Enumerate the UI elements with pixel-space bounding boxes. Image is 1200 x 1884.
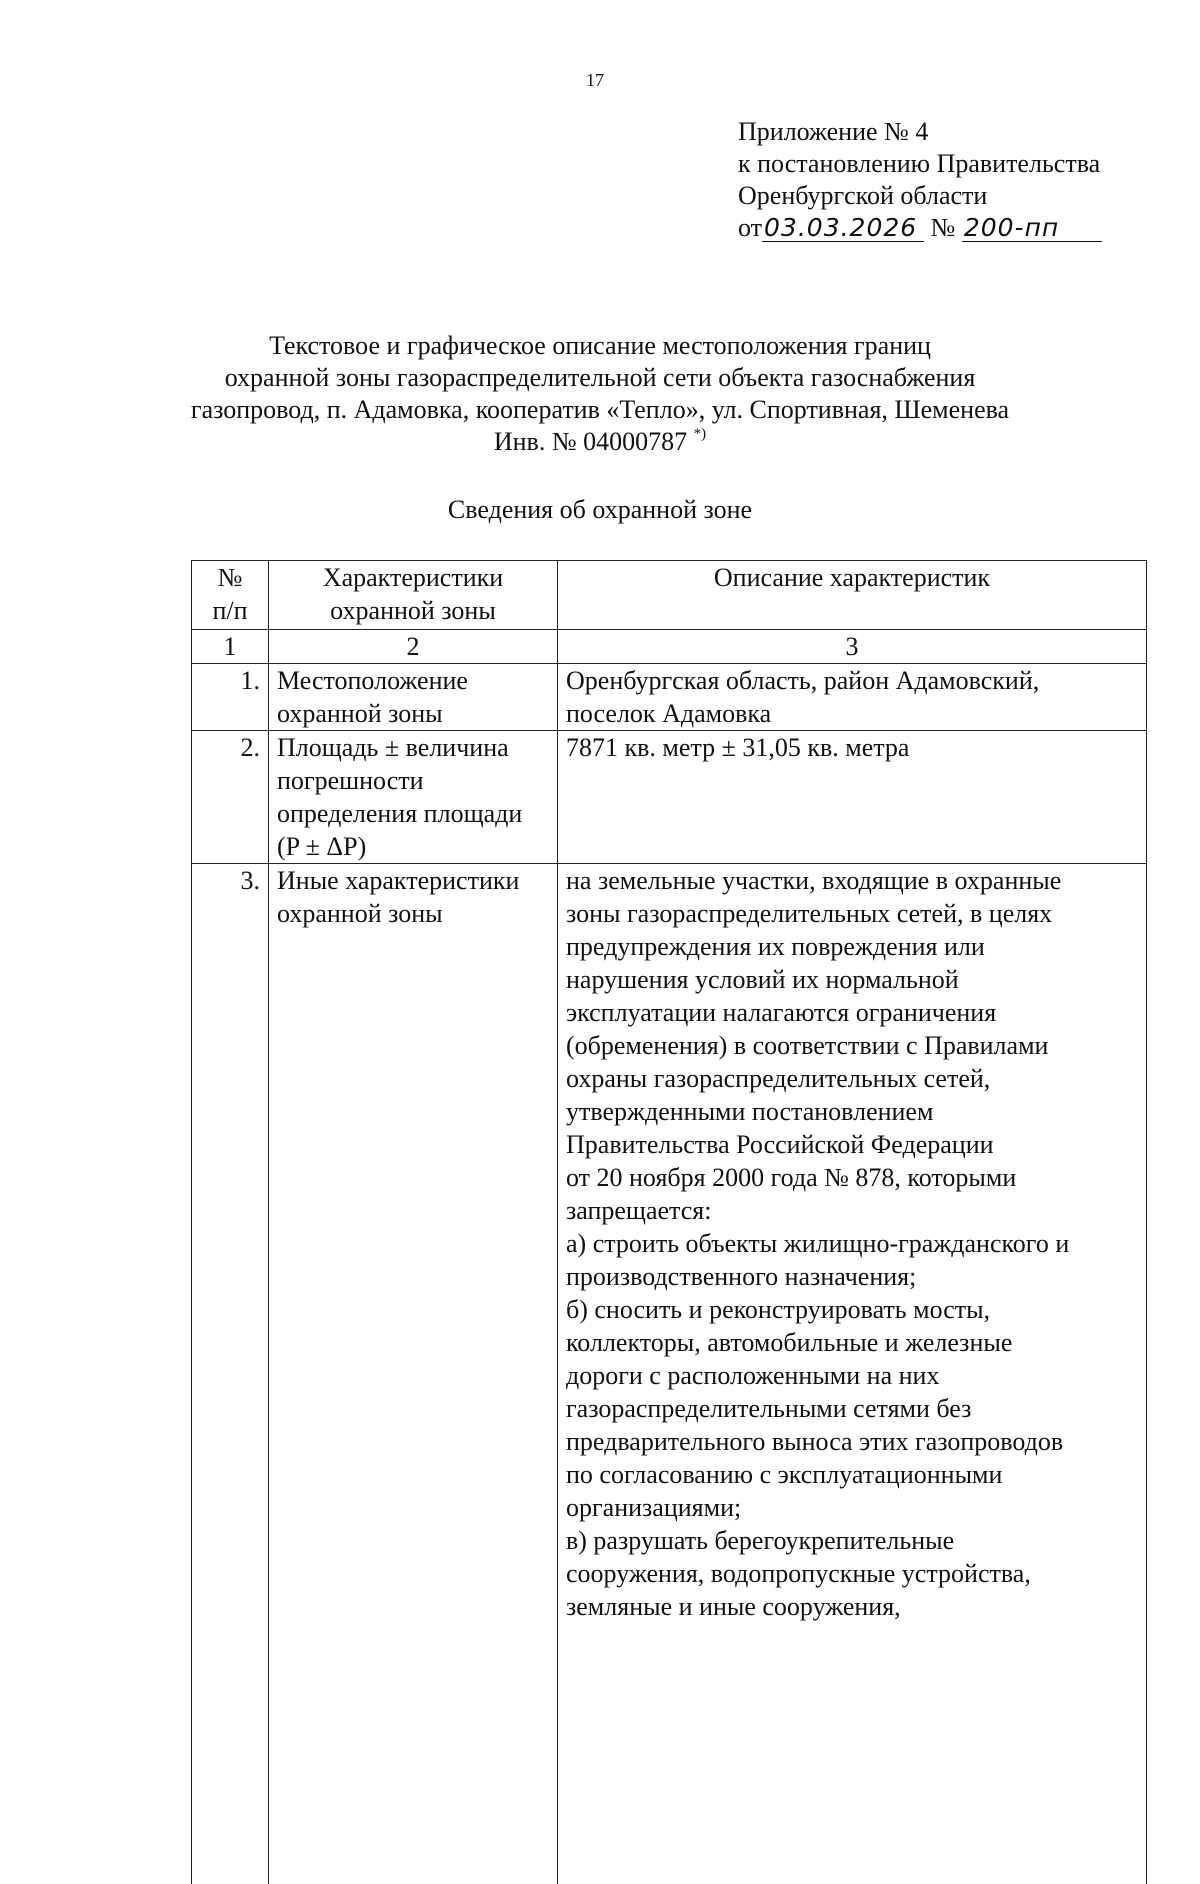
row-description-line: эксплуатации налагаются ограничения [566, 996, 1138, 1029]
row-description-line: организациями; [566, 1491, 1138, 1524]
row-description-line: дороги с расположенными на них [566, 1359, 1138, 1392]
row-description-line: сооружения, водопропускные устройства, [566, 1557, 1138, 1590]
row-description [558, 664, 1147, 731]
row-characteristic-line: погрешности [277, 764, 549, 797]
footnote-mark: *) [694, 426, 707, 442]
numbering-cell: 2 [269, 630, 558, 664]
row-description-line: а) строить объекты жилищно-гражданского и [566, 1227, 1138, 1260]
table-numbering-row [192, 630, 1147, 664]
header-number-line: п/п [200, 594, 260, 627]
row-description-line: б) сносить и реконструировать мосты, [566, 1293, 1138, 1326]
table-row [192, 731, 1147, 864]
row-characteristic-line: охранной зоны [277, 897, 549, 930]
row-characteristic [269, 731, 558, 864]
row-description-line: поселок Адамовка [566, 697, 1138, 730]
appendix-line-3: Оренбургской области [738, 180, 1158, 212]
row-characteristic-line: Иные характеристики [277, 864, 549, 897]
header-characteristics-line: охранной зоны [277, 594, 549, 627]
row-description-line: газораспределительными сетями без [566, 1392, 1138, 1425]
title-line-3: газопровод, п. Адамовка, кооператив «Тепло», ул. Спортивная, Шеменева [0, 394, 1200, 426]
header-number-line: № [200, 561, 260, 594]
row-characteristic-line: (P ± ΔP) [277, 830, 549, 863]
inventory-number: Инв. № 04000787 [494, 427, 687, 456]
row-description-line: нарушения условий их нормальной [566, 963, 1138, 996]
row-description-line: от 20 ноября 2000 года № 878, которыми [566, 1161, 1138, 1194]
table-row [192, 864, 1147, 1884]
row-characteristic-line: охранной зоны [277, 697, 549, 730]
row-characteristic [269, 664, 558, 731]
row-description [558, 731, 1147, 864]
row-description-line: предварительного выноса этих газопроводов [566, 1425, 1138, 1458]
header-number [192, 561, 269, 630]
row-description-line: на земельные участки, входящие в охранные [566, 864, 1138, 897]
row-characteristic-line: Площадь ± величина [277, 731, 549, 764]
section-title: Сведения об охранной зоне [0, 494, 1200, 526]
row-number: 2. [192, 731, 269, 864]
table-header-row [192, 561, 1147, 630]
appendix-block [738, 116, 1158, 244]
row-description-line: земляные и иные сооружения, [566, 1590, 1138, 1623]
row-description-line: (обременения) в соответствии с Правилами [566, 1029, 1138, 1062]
row-characteristic [269, 864, 558, 1884]
row-characteristic-line: Местоположение [277, 664, 549, 697]
header-description-line: Описание характеристик [566, 561, 1138, 594]
title-line-4 [0, 426, 1200, 458]
row-description-line: предупреждения их повреждения или [566, 930, 1138, 963]
header-characteristics [269, 561, 558, 630]
row-description-line: запрещается: [566, 1194, 1138, 1227]
row-characteristic-line: определения площади [277, 797, 549, 830]
row-description-line: зоны газораспределительных сетей, в целях [566, 897, 1138, 930]
header-characteristics-line: Характеристики [277, 561, 549, 594]
number-label: № [931, 213, 956, 242]
row-description-line: 7871 кв. метр ± 31,05 кв. метра [566, 731, 1138, 764]
numbering-cell: 3 [558, 630, 1147, 664]
title-line-2: охранной зоны газораспределительной сети объекта газоснабжения [0, 362, 1200, 394]
handwritten-date: 03.03.2026 [762, 215, 924, 242]
table-row [192, 664, 1147, 731]
document-title [0, 330, 1200, 458]
numbering-cell: 1 [192, 630, 269, 664]
row-description-line: в) разрушать берегоукрепительные [566, 1524, 1138, 1557]
row-description [558, 864, 1147, 1884]
page-number: 17 [0, 70, 1190, 91]
row-number: 1. [192, 664, 269, 731]
from-label: от [738, 213, 762, 242]
appendix-date-line [738, 212, 1158, 244]
handwritten-number: 200-пп [962, 215, 1102, 242]
row-description-line: охраны газораспределительных сетей, [566, 1062, 1138, 1095]
appendix-line-1: Приложение № 4 [738, 116, 1158, 148]
row-description-line: по согласованию с эксплуатационными [566, 1458, 1138, 1491]
row-description-line: коллекторы, автомобильные и железные [566, 1326, 1138, 1359]
zone-table [191, 560, 1147, 1884]
row-description-line: утвержденными постановлением [566, 1095, 1138, 1128]
title-line-1: Текстовое и графическое описание местоположения границ [0, 330, 1200, 362]
row-description-line: Правительства Российской Федерации [566, 1128, 1138, 1161]
row-description-line: Оренбургская область, район Адамовский, [566, 664, 1138, 697]
appendix-line-2: к постановлению Правительства [738, 148, 1158, 180]
header-description [558, 561, 1147, 630]
row-description-line: производственного назначения; [566, 1260, 1138, 1293]
row-number: 3. [192, 864, 269, 1884]
